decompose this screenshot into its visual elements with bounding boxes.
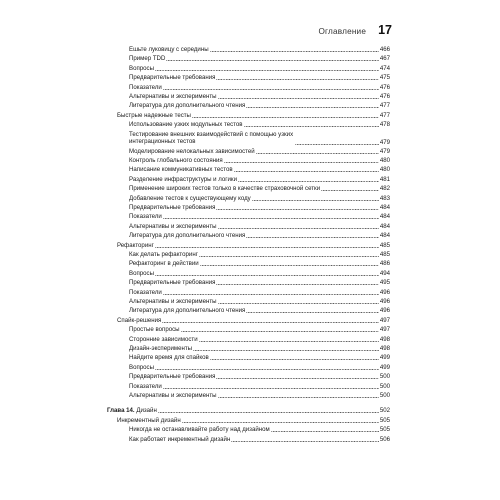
dot-leader	[155, 275, 379, 276]
chapter-title: Дизайн	[134, 407, 157, 415]
dot-leader	[199, 341, 379, 342]
toc-entry-title: Литература для дополнительного чтения	[129, 307, 246, 315]
running-header	[318, 23, 392, 37]
dot-leader	[210, 359, 379, 360]
toc-page-number: 477	[379, 102, 390, 110]
toc-page-number: 476	[379, 83, 390, 91]
dot-leader	[295, 144, 379, 145]
toc-page-number: 466	[379, 46, 390, 53]
toc-subsection	[129, 383, 390, 390]
toc-entry-title: Альтернативы и эксперименты	[129, 93, 217, 100]
toc-subsection	[129, 354, 390, 361]
toc-entry-title: Контроль глобального состояния	[129, 156, 223, 164]
toc-subsection	[129, 102, 390, 109]
toc-page-number: 479	[379, 147, 390, 155]
toc-entry-title: Вопросы	[129, 269, 154, 277]
dot-leader	[163, 218, 379, 219]
toc-entry-title: Вопросы	[129, 64, 154, 72]
toc-entry-title: Дизайн-эксперименты	[129, 344, 192, 352]
toc-entry-title: Альтернативы и эксперименты	[129, 222, 217, 230]
toc-subsection	[129, 373, 390, 380]
toc-subsection	[129, 223, 390, 230]
toc-entry-title: Применение широких тестов только в качестве страховочной сетки	[129, 185, 321, 193]
toc-subsection	[129, 213, 390, 220]
toc-subsection	[129, 307, 390, 314]
dot-leader	[252, 200, 379, 201]
toc-subsection	[129, 93, 390, 100]
toc-subsection	[129, 65, 390, 72]
toc-page-number: 506	[379, 435, 390, 443]
toc-page-number: 475	[379, 74, 390, 82]
toc-subsection	[129, 336, 390, 343]
toc-subsection	[129, 392, 390, 399]
dot-leader	[155, 369, 379, 370]
toc-page-number: 497	[379, 326, 390, 334]
page-number: 17	[378, 23, 392, 37]
toc-page-number: 505	[379, 416, 390, 424]
toc-page-number: 496	[379, 307, 390, 315]
dot-leader	[224, 162, 379, 163]
dot-leader	[271, 431, 379, 432]
toc-entry-title: Показатели	[129, 382, 162, 390]
toc-entry-title: Инкрементный дизайн	[117, 416, 181, 424]
toc-page-number: 484	[379, 232, 390, 240]
toc-page-number: 502	[379, 407, 390, 415]
dot-leader	[231, 441, 379, 442]
toc-entry-title: Пример TDD	[129, 55, 166, 63]
toc-subsection	[129, 121, 390, 128]
toc-entry-title: Спайк-решения	[117, 316, 162, 324]
toc-subsection	[129, 148, 390, 155]
toc-subsection	[129, 279, 390, 286]
toc-subsection	[129, 46, 390, 53]
toc-subsection	[129, 326, 390, 333]
toc-page-number: 482	[379, 185, 390, 193]
toc-page-number: 498	[379, 335, 390, 343]
dot-leader	[234, 171, 379, 172]
toc-entry-title: Альтернативы и эксперименты	[129, 391, 217, 399]
toc-subsection	[129, 74, 390, 81]
toc-page-number: 494	[379, 269, 390, 277]
toc-section	[117, 112, 390, 119]
dot-leader	[246, 107, 379, 108]
dot-leader	[181, 331, 379, 332]
section-title: Оглавление	[318, 27, 367, 36]
toc-subsection	[129, 289, 390, 296]
dot-leader	[216, 284, 378, 285]
dot-leader	[162, 322, 379, 323]
toc-subsection	[129, 345, 390, 352]
toc-page-number: 498	[379, 344, 390, 352]
toc-subsection	[129, 204, 390, 211]
toc-page-number: 497	[379, 316, 390, 324]
toc-entry-title: Литература для дополнительного чтения	[129, 102, 246, 110]
toc-entry-title: Предварительные требования	[129, 203, 216, 211]
toc-entry-title: Никогда не останавливайте работу над дизайном	[129, 426, 270, 434]
toc-section	[117, 317, 390, 324]
dot-leader	[238, 181, 379, 182]
toc-page-number: 484	[379, 213, 390, 221]
dot-leader	[182, 422, 379, 423]
toc-subsection	[129, 195, 390, 202]
toc-subsection	[129, 251, 390, 258]
toc-entry-title: Предварительные требования	[129, 74, 216, 82]
toc-subsection	[129, 157, 390, 164]
toc-entry-title: Литература для дополнительного чтения	[129, 232, 246, 240]
toc-subsection	[129, 426, 390, 433]
toc-entry-title: Разделение инфраструктуры и логики	[129, 175, 237, 183]
toc-entry-title: Рефакторинг	[117, 241, 154, 249]
toc-entry-title: Предварительные требования	[129, 279, 216, 287]
toc-section	[117, 417, 390, 424]
toc-entry-title: Тестирование внешних взаимодействий с помощью узких интеграционных тестов	[129, 130, 294, 146]
toc-subsection	[129, 131, 390, 146]
toc-page-number: 481	[379, 175, 390, 183]
toc-page-number: 478	[379, 121, 390, 129]
toc-entry-title: Вопросы	[129, 363, 154, 371]
toc-page-number: 476	[379, 93, 390, 100]
toc-page-number: 505	[379, 426, 390, 434]
toc-entry-title: Простые вопросы	[129, 326, 180, 334]
toc-subsection	[129, 364, 390, 371]
toc-entry-title: Добавление тестов к существующему коду	[129, 194, 251, 202]
toc-section	[117, 242, 390, 249]
dot-leader	[155, 70, 379, 71]
dot-leader	[210, 51, 379, 52]
toc-entry-title: Рефакторинг в действии	[129, 260, 199, 268]
toc-page-number: 500	[379, 382, 390, 390]
dot-leader	[256, 153, 379, 154]
toc-entry-title: Как делать рефакторинг	[129, 250, 198, 258]
toc-page-number: 480	[379, 166, 390, 174]
toc-subsection	[129, 232, 390, 239]
toc-entry-title: Использование узких модульных тестов	[129, 121, 243, 129]
toc-page-number: 500	[379, 391, 390, 399]
toc-page-number: 477	[379, 111, 390, 119]
toc-page-number: 499	[379, 363, 390, 371]
dot-leader	[155, 247, 379, 248]
dot-leader	[192, 117, 379, 118]
toc-page-number: 484	[379, 203, 390, 211]
dot-leader	[218, 228, 379, 229]
dot-leader	[166, 60, 378, 61]
toc-page-number: 484	[379, 222, 390, 230]
dot-leader	[246, 312, 379, 313]
toc-entry-title: Показатели	[129, 213, 162, 221]
toc-subsection	[129, 84, 390, 91]
toc-entry-title: Быстрые надежные тесты	[117, 111, 191, 119]
toc-entry-title: Показатели	[129, 83, 162, 91]
toc-entry-title: Как работает инкрементный дизайн	[129, 435, 231, 443]
toc-page-number: 467	[379, 55, 390, 63]
toc-subsection	[129, 436, 390, 443]
dot-leader	[158, 412, 379, 413]
toc-page-number: 499	[379, 354, 390, 362]
toc-subsection	[129, 185, 390, 192]
dot-leader	[218, 397, 379, 398]
dot-leader	[216, 209, 378, 210]
dot-leader	[246, 237, 379, 238]
toc-page-number: 500	[379, 373, 390, 381]
toc-page-number: 496	[379, 288, 390, 296]
toc-entry-title: Предварительные требования	[129, 373, 216, 381]
dot-leader	[163, 89, 379, 90]
toc-page-number: 479	[379, 138, 390, 146]
dot-leader	[218, 303, 379, 304]
toc-entry-title: Сторонние зависимости	[129, 335, 198, 343]
dot-leader	[216, 378, 378, 379]
toc-subsection	[129, 166, 390, 173]
toc-page-number: 480	[379, 156, 390, 164]
toc-page-number: 483	[379, 194, 390, 202]
toc-subsection	[129, 176, 390, 183]
toc-entry-title: Написание коммуникативных тестов	[129, 166, 233, 174]
dot-leader	[200, 265, 379, 266]
dot-leader	[216, 79, 378, 80]
toc-entry-title: Ешьте луковицу с середины	[129, 46, 209, 53]
dot-leader	[199, 256, 379, 257]
toc-subsection	[129, 298, 390, 305]
toc-page-number: 486	[379, 260, 390, 268]
toc-entry-title: Моделирование нелокальных зависимостей	[129, 147, 255, 155]
dot-leader	[321, 190, 379, 191]
toc-page-number: 495	[379, 279, 390, 287]
dot-leader	[244, 126, 379, 127]
toc-entry-title	[107, 407, 157, 414]
toc-page-number: 485	[379, 241, 390, 249]
toc-subsection	[129, 260, 390, 267]
dot-leader	[218, 98, 379, 99]
toc-entry-title: Альтернативы и эксперименты	[129, 297, 217, 305]
dot-leader	[193, 350, 379, 351]
dot-leader	[163, 294, 379, 295]
toc-subsection	[129, 55, 390, 62]
toc-subsection	[129, 270, 390, 277]
toc-entry-title: Найдите время для спайков	[129, 354, 209, 362]
chapter-label: Глава 14.	[107, 407, 135, 415]
toc-entry-title: Показатели	[129, 288, 162, 296]
toc-page-number: 474	[379, 64, 390, 72]
dot-leader	[163, 388, 379, 389]
toc-page-number: 485	[379, 250, 390, 258]
toc-page-number: 496	[379, 297, 390, 305]
toc-chapter	[107, 407, 390, 414]
